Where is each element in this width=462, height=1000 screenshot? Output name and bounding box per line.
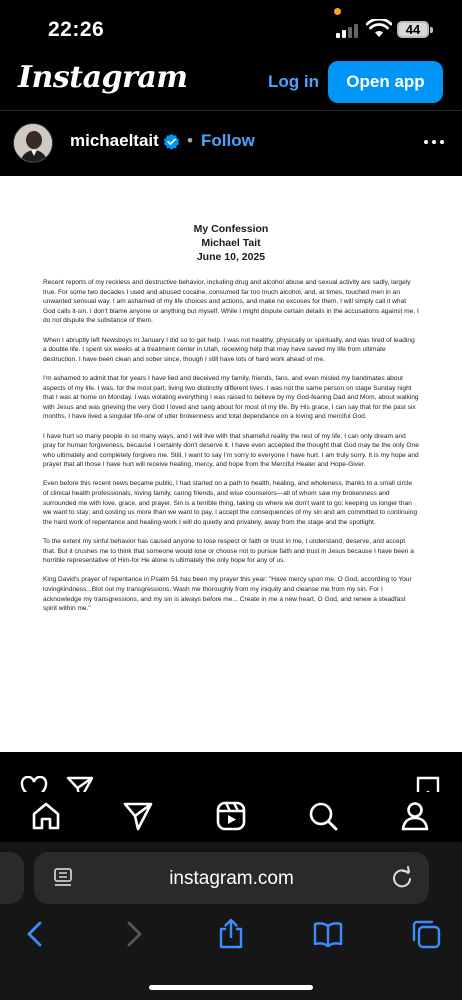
forward-icon <box>117 918 149 950</box>
share-icon[interactable] <box>215 918 247 950</box>
follow-button[interactable]: Follow <box>201 131 255 150</box>
browser-toolbar <box>0 842 462 1000</box>
save-post-icon[interactable] <box>416 776 440 792</box>
avatar[interactable] <box>13 123 53 163</box>
explore-send-icon[interactable] <box>122 800 154 832</box>
signal-icon <box>336 22 362 38</box>
post-paragraph: When I abruptly left Newsboys in January I did so to get help. I was not healthy, physically or spiritually, and was tired of leading a double life. I spent six weeks at a treatment center in Utah, receiving help that may have saved my life from ultimate destruction. I have been clean and sober since, though I still have lots of hard work ahead of me. <box>43 336 415 363</box>
previous-tab-preview[interactable] <box>0 852 24 904</box>
post-title-line: June 10, 2025 <box>196 251 266 263</box>
reels-icon[interactable] <box>215 800 247 832</box>
post-title <box>0 222 462 264</box>
instagram-logo[interactable]: Instagram <box>18 60 188 95</box>
like-icon[interactable] <box>20 776 48 792</box>
post-paragraph: Recent reports of my reckless and destructive behavior, including drug and alcohol abuse and sexual activity are sadly, largely true. For some two decades I used and abused cocaine, consumed far too much alcohol, and, at times, touched men in an unwanted sensual way. I am ashamed of my life choices and actions, and make no excuses for them. I will simply call it what God calls it-sin. I don't blame anyone or anything but myself. While I might dispute certain details in the accusations against me, I do not dispute the substance of them. <box>43 279 419 325</box>
battery-level: 44 <box>405 22 421 37</box>
post-body <box>43 278 419 623</box>
post-paragraph: To the extent my sinful behavior has caused anyone to lose respect or faith or trust in me, I understand, deserve, and accept that. But it crushes me to think that someone would lose or choose not to pursue faith and trust in Jesus because I have been a horrible representative of Him-for He alone is ultimately the only hope for any of us. <box>43 538 414 565</box>
instagram-header <box>0 56 462 110</box>
post-paragraph: King David's prayer of repentance in Psalm 51 has been my prayer this year: "Have mercy upon me, O God, according to Your lovingkindness...Blot out my transgressions. Wash me thoroughly from my iniquity and cleanse me from my sin. For I acknowledge my transgressions, and my sin is always before me... Create in me a new heart, O God, and renew a steadfast spirit within me." <box>43 576 412 613</box>
post-actions <box>0 752 462 792</box>
more-options-icon[interactable] <box>421 134 447 150</box>
search-icon[interactable] <box>307 800 339 832</box>
wifi-icon <box>366 19 392 39</box>
reload-icon[interactable] <box>391 866 413 890</box>
username[interactable]: michaeltait <box>70 131 159 150</box>
post-title-line: My Confession <box>193 223 269 235</box>
profile-icon[interactable] <box>399 800 431 832</box>
tabs-icon[interactable] <box>410 918 442 950</box>
camera-indicator-icon <box>334 8 341 15</box>
instagram-bottom-nav <box>0 792 462 842</box>
share-post-icon[interactable] <box>66 776 94 792</box>
separator-dot: • <box>187 131 193 150</box>
open-app-button[interactable]: Open app <box>328 61 443 103</box>
home-icon[interactable] <box>30 800 62 832</box>
login-button[interactable]: Log in <box>268 72 319 91</box>
address-bar[interactable] <box>34 852 429 904</box>
post-author-row <box>0 111 462 175</box>
verified-badge-icon <box>163 133 180 150</box>
post-paragraph: I have hurt so many people in so many ways, and I will live with that shameful reality the rest of my life. I can only dream and pray for human forgiveness, because I certainly don't deserve it. I have even accepted the thought that God may be the only One who ultimately and completely forgives me. Still, I want to say I'm sorry to everyone I have hurt. I am truly sorry. It is my hope and prayer that all those I have hurt will receive healing, mercy, and hope from the Merciful Healer and Hope-Giver. <box>43 432 419 469</box>
post-title-line: Michael Tait <box>201 237 261 249</box>
home-indicator[interactable] <box>149 985 313 990</box>
status-time: 22:26 <box>48 18 105 41</box>
status-bar <box>0 0 462 56</box>
post-paragraph: I'm ashamed to admit that for years I have lied and deceived my family, friends, fans, and even misled my bandmates about aspects of my life. I was, for the most part, living two distinctly different lives. I was not the same person on stage Sunday night that I was at home on Monday. I was violating everything I was raised to believe by my God-fearing Dad and Mom, about walking with Jesus and was grieving the very God I loved and sang about for most of my life. By His grace, I can say that for the past six months, I have lived a singular life-one of utter brokenness and total dependance on a loving and merciful God. <box>43 374 419 421</box>
post-paragraph: Even before this recent news became public, I had started on a path to health, healing, and wholeness, thanks to a small circle of clinical health professionals, loving family, caring friends, and wise counselors—all of whom saw my brokenness and surrounded me with love, grace, and prayer. Sin is a terrible thing, taking us where we don't want to go; keeping us longer than we want to stay; and costing us more than we want to pay. I accept the consequences of my sin and am committed to continuing the hard work of repentance and healing-work I will do quietly and privately, away from the stage and the spotlight. <box>43 480 418 526</box>
battery-icon <box>397 21 429 38</box>
post-image <box>0 176 462 752</box>
bookmarks-icon[interactable] <box>312 918 344 950</box>
back-icon[interactable] <box>20 918 52 950</box>
url-text[interactable]: instagram.com <box>169 868 294 889</box>
